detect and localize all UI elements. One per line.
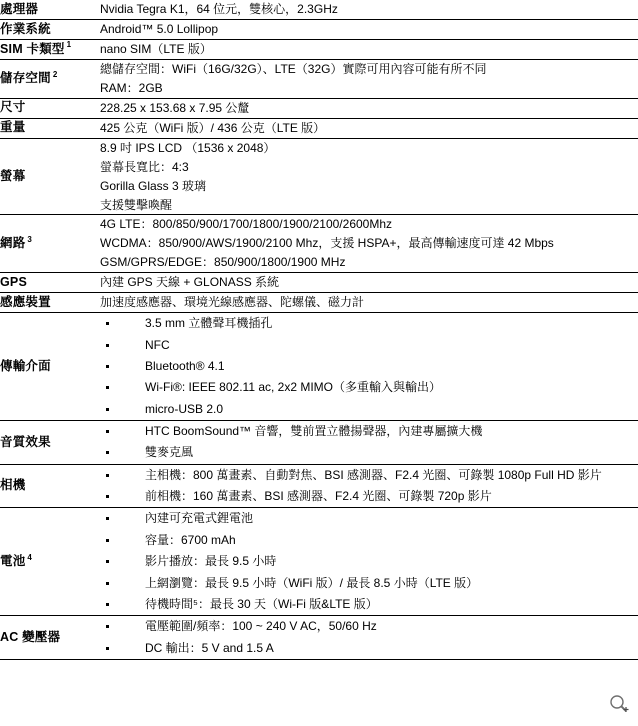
row-value-sim-card-type	[100, 39, 638, 59]
row-label-text: 傳輸介面	[0, 358, 51, 373]
list-item: 3.5 mm 立體聲耳機插孔	[100, 313, 638, 334]
row-label-weight	[0, 118, 100, 138]
row-label-text: 網路	[0, 236, 26, 251]
value-line: Nvidia Tegra K1，64 位元，雙核心，2.3GHz	[100, 2, 338, 16]
row-label-camera	[0, 464, 100, 508]
table-row	[0, 273, 638, 293]
value-line: 加速度感應器、環境光線感應器、陀螺儀、磁力計	[100, 295, 365, 310]
row-value-screen	[100, 138, 638, 215]
row-value-ac-adapter	[100, 616, 638, 660]
row-label-text: AC 變壓器	[0, 629, 61, 644]
list-item: DC 輸出：5 V and 1.5 A	[100, 638, 638, 659]
row-label-sim-card-type	[0, 39, 100, 59]
list-item: Bluetooth® 4.1	[100, 356, 638, 377]
list-item: 上網瀏覽：最長 9.5 小時（WiFi 版）/ 最長 8.5 小時（LTE 版）	[100, 573, 638, 594]
row-label-text: 螢幕	[0, 168, 26, 183]
row-label-operating-system	[0, 19, 100, 39]
bullet-list	[100, 508, 638, 615]
value-line: nano SIM（LTE 版）	[100, 41, 212, 56]
table-row	[0, 215, 638, 273]
row-value-network	[100, 215, 638, 273]
list-item: 前相機：160 萬畫素、BSI 感測器、F2.4 光圈、可錄製 720p 影片	[100, 486, 638, 507]
value-line: 總儲存空間：WiFi（16G/32G）、LTE（32G）實際可用內容可能有所不同	[100, 61, 487, 76]
table-row	[0, 508, 638, 616]
row-value-operating-system	[100, 19, 638, 39]
row-value-processor	[100, 0, 638, 19]
row-label-text: 電池	[0, 554, 26, 569]
row-label-text: 作業系統	[0, 21, 51, 36]
table-row	[0, 313, 638, 421]
table-row	[0, 59, 638, 98]
table-row	[0, 421, 638, 465]
bullet-list	[100, 421, 638, 464]
value-line: Gorilla Glass 3 玻璃	[100, 178, 207, 193]
table-row	[0, 464, 638, 508]
row-label-text: 處理器	[0, 1, 39, 16]
row-value-gps	[100, 273, 638, 293]
table-row	[0, 138, 638, 215]
row-label-text: 重量	[0, 120, 26, 135]
table-row	[0, 616, 638, 660]
row-label-processor	[0, 0, 100, 19]
table-row	[0, 19, 638, 39]
list-item: 雙麥克風	[100, 442, 638, 463]
value-line: 內建 GPS 天線 + GLONASS 系統	[100, 275, 280, 290]
row-label-sensors	[0, 293, 100, 313]
row-label-text: 尺寸	[0, 100, 26, 115]
zoom-in-magnifier-icon	[608, 693, 630, 715]
table-row	[0, 98, 638, 118]
row-label-text: 儲存空間	[0, 71, 51, 85]
row-label-text: SIM 卡類型	[0, 41, 65, 56]
bullet-list	[100, 313, 638, 420]
footnote-marker: 1	[66, 40, 72, 50]
row-label-text: 相機	[0, 478, 26, 493]
bullet-list	[100, 465, 638, 508]
list-item: micro-USB 2.0	[100, 399, 638, 420]
row-label-ac-adapter	[0, 616, 100, 660]
row-value-battery	[100, 508, 638, 616]
row-value-connectivity	[100, 313, 638, 421]
table-row	[0, 293, 638, 313]
value-line: GSM/GPRS/EDGE：850/900/1800/1900 MHz	[100, 255, 346, 270]
list-item: NFC	[100, 335, 638, 356]
list-item: 內建可充電式鋰電池	[100, 508, 638, 529]
value-line: 支援雙擊喚醒	[100, 197, 173, 212]
table-row	[0, 118, 638, 138]
row-label-audio	[0, 421, 100, 465]
footnote-marker: 3	[27, 234, 33, 244]
row-label-network	[0, 215, 100, 273]
footnote-marker: 2	[52, 69, 58, 79]
row-value-weight	[100, 118, 638, 138]
list-item: 待機時間⁵：最長 30 天（Wi-Fi 版&LTE 版）	[100, 594, 638, 615]
row-label-screen	[0, 138, 100, 215]
list-item: 主相機：800 萬畫素、自動對焦、BSI 感測器、F2.4 光圈、可錄製 1080p Full HD 影片	[100, 465, 638, 486]
footnote-marker: 4	[27, 552, 33, 562]
row-value-storage	[100, 59, 638, 98]
list-item: Wi-Fi®: IEEE 802.11 ac, 2x2 MIMO（多重輸入與輸出）	[100, 377, 638, 398]
value-line: Android™ 5.0 Lollipop	[100, 21, 219, 36]
row-value-camera	[100, 464, 638, 508]
table-row	[0, 39, 638, 59]
list-item: HTC BoomSound™ 音響，雙前置立體揚聲器，內建專屬擴大機	[100, 421, 638, 442]
list-item: 容量：6700 mAh	[100, 530, 638, 551]
row-label-battery	[0, 508, 100, 616]
row-label-text: 音質效果	[0, 434, 51, 449]
value-line: 228.25 x 153.68 x 7.95 公釐	[100, 100, 250, 115]
row-label-text: 感應裝置	[0, 294, 51, 309]
value-line: 螢幕長寬比：4:3	[100, 159, 189, 174]
value-line: 425 公克（WiFi 版）/ 436 公克（LTE 版）	[100, 120, 326, 135]
row-label-connectivity	[0, 313, 100, 421]
value-line: WCDMA：850/900/AWS/1900/2100 Mhz，支援 HSPA+，最高傳輸速度可達 42 Mbps	[100, 236, 554, 251]
row-label-text: GPS	[0, 275, 27, 289]
row-value-sensors	[100, 293, 638, 313]
list-item: 影片播放：最長 9.5 小時	[100, 551, 638, 572]
bullet-list	[100, 616, 638, 659]
list-item: 電壓範圍/頻率：100 ~ 240 V AC，50/60 Hz	[100, 616, 638, 637]
row-label-gps	[0, 273, 100, 293]
value-line: 8.9 吋 IPS LCD （1536 x 2048）	[100, 140, 276, 155]
row-value-audio	[100, 421, 638, 465]
row-label-dimensions	[0, 98, 100, 118]
row-label-storage	[0, 59, 100, 98]
value-line: RAM：2GB	[100, 80, 163, 95]
row-value-dimensions	[100, 98, 638, 118]
value-line: 4G LTE：800/850/900/1700/1800/1900/2100/2600Mhz	[100, 217, 393, 232]
table-row	[0, 0, 638, 19]
